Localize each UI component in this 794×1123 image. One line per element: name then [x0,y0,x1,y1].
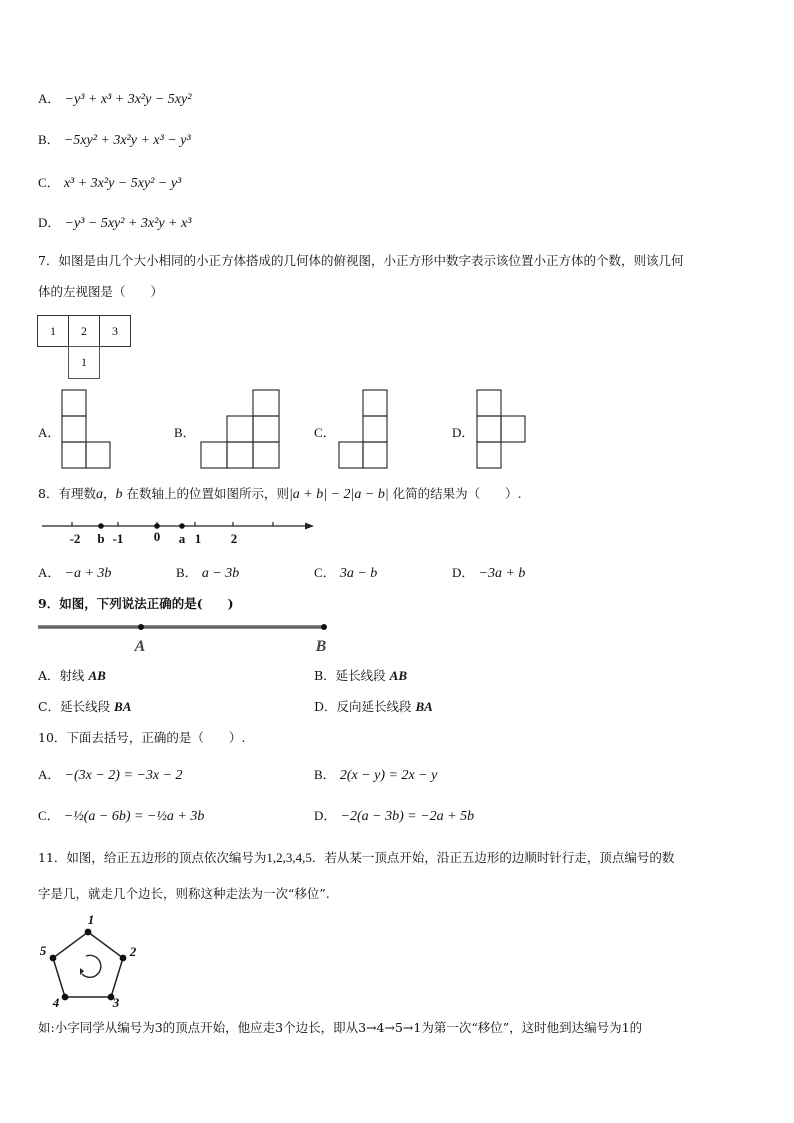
option-term: AB [88,668,106,683]
q11-line1-pre: 11．如图，给正五边形的顶点依次编号为 [38,850,267,865]
q8-var-a: a [95,487,103,502]
q7-option-b-label: B． [174,425,196,440]
q9-option-c [38,697,131,715]
option-expression: 3a − b [339,566,378,581]
axis-label-0: 0 [153,529,161,544]
option-label: C． [38,808,60,823]
q7-option-a-figure [60,388,112,470]
q7-option-a-label: A． [38,425,61,440]
q9-option-d [314,697,433,715]
q7-text-line2: 体的左视图是（ ） [38,284,164,299]
option-label: D． [38,215,61,230]
point-a-label: A [134,638,146,655]
q6-option-b [38,129,191,149]
q11-text-line2: 字是几，就走几个边长，则称这种走法为一次“移位”. [38,886,330,901]
option-label: A．射线 [38,668,89,683]
q11-line1-nums: 1,2,3,4,5 [266,850,312,865]
q9-segment-figure [38,618,330,656]
clockwise-arrow-icon [82,955,101,977]
option-expression: −(3x − 2) = −3x − 2 [64,768,183,783]
option-label: B． [176,565,198,580]
q7-option-c-figure [337,388,389,470]
axis-label-b: b [97,531,105,546]
option-expression: −5xy² + 3x²y + x³ − y³ [63,133,191,148]
option-label: A． [38,565,61,580]
vertex-label-1: 1 [87,912,95,927]
axis-label-1: 1 [194,531,202,546]
vertex-label-4: 4 [52,995,60,1010]
q8-expression: |a + b| − 2|a − b| [288,487,389,502]
option-expression: −2(a − 3b) = −2a + 5b [340,809,475,824]
q11-text-line3: 如:小字同学从编号为3的顶点开始，他应走3个边长，即从3→4→5→1为第一次“移位”，这时他到达编号为1的 [38,1020,643,1035]
q10-option-d [314,805,474,825]
q10-text: 10．下面去括号，正确的是（ ）. [38,730,246,745]
q10-option-b [314,764,437,784]
option-label: A． [38,767,61,782]
option-expression: −a + 3b [64,566,112,581]
option-label: C． [314,565,336,580]
axis-label-neg2: -2 [69,531,81,546]
option-expression: a − 3b [201,566,240,581]
option-term: BA [415,699,433,714]
q10-option-c [38,805,204,825]
option-label: D． [314,808,337,823]
grid-cell-2: 2 [68,315,100,347]
axis-label-a: a [178,531,186,546]
option-term: AB [389,668,408,683]
option-label: B．延长线段 [314,668,390,683]
q8-var-b: b [115,487,123,502]
vertex-label-3: 3 [112,995,120,1010]
q9-option-b [314,666,407,684]
q8-sep: ， [102,486,116,501]
q7-text-line1: 7．如图是由几个大小相同的小正方体搭成的几何体的俯视图，小正方形中数字表示该位置小正方体的个数，则该几何 [38,253,684,268]
option-label: D． [452,565,475,580]
option-expression: 2(x − y) = 2x − y [339,768,438,783]
q8-text [38,484,522,503]
q10-option-a [38,764,183,784]
grid-cell-4: 1 [68,346,100,379]
q8-option-b [176,562,239,582]
option-label: B． [314,767,336,782]
q8-option-a [38,562,111,582]
q7-option-d-figure [475,388,527,470]
option-expression: −y³ − 5xy² + 3x²y + x³ [64,216,192,231]
q7-top-view-grid [37,315,131,379]
option-expression: x³ + 3x²y − 5xy² − y³ [63,176,182,191]
grid-cell-3: 3 [99,315,131,347]
axis-label-neg1: -1 [112,531,124,546]
q11-line1-post: ．若从某一顶点开始，沿正五边形的边顺时针行走，顶点编号的数 [311,850,675,865]
q8-option-d [452,562,525,582]
option-expression: −½(a − 6b) = −½a + 3b [63,809,205,824]
q6-option-c [38,172,181,192]
option-label: A． [38,91,61,106]
q7-option-d-label: D． [452,425,475,440]
option-term: BA [114,699,132,714]
vertex-label-2: 2 [129,944,137,959]
grid-cell-1: 1 [37,315,69,347]
q7-option-c-label: C． [314,425,336,440]
q11-text-line1 [38,848,674,866]
q8-option-c [314,562,377,582]
option-label: C． [38,175,60,190]
q6-option-a [38,88,191,108]
q11-pentagon-figure [36,908,144,1010]
q8-text-post: 化简的结果为（ ）. [388,486,522,501]
option-label: C．延长线段 [38,699,115,714]
point-b-label: B [315,638,327,655]
q7-option-b-figure [199,388,281,470]
vertex-label-5: 5 [39,943,47,958]
option-expression: −y³ + x³ + 3x²y − 5xy² [64,92,192,107]
q8-text-pre: 8．有理数 [38,486,96,501]
option-label: B． [38,132,60,147]
option-label: D．反向延长线段 [314,699,416,714]
q8-text-mid: 在数轴上的位置如图所示，则 [122,486,289,501]
option-expression: −3a + b [478,566,526,581]
q8-number-line [38,514,318,546]
axis-label-2: 2 [230,531,238,546]
q9-option-a [38,666,106,684]
q6-option-d [38,212,191,232]
q9-text: 9．如图，下列说法正确的是( ) [38,596,234,611]
